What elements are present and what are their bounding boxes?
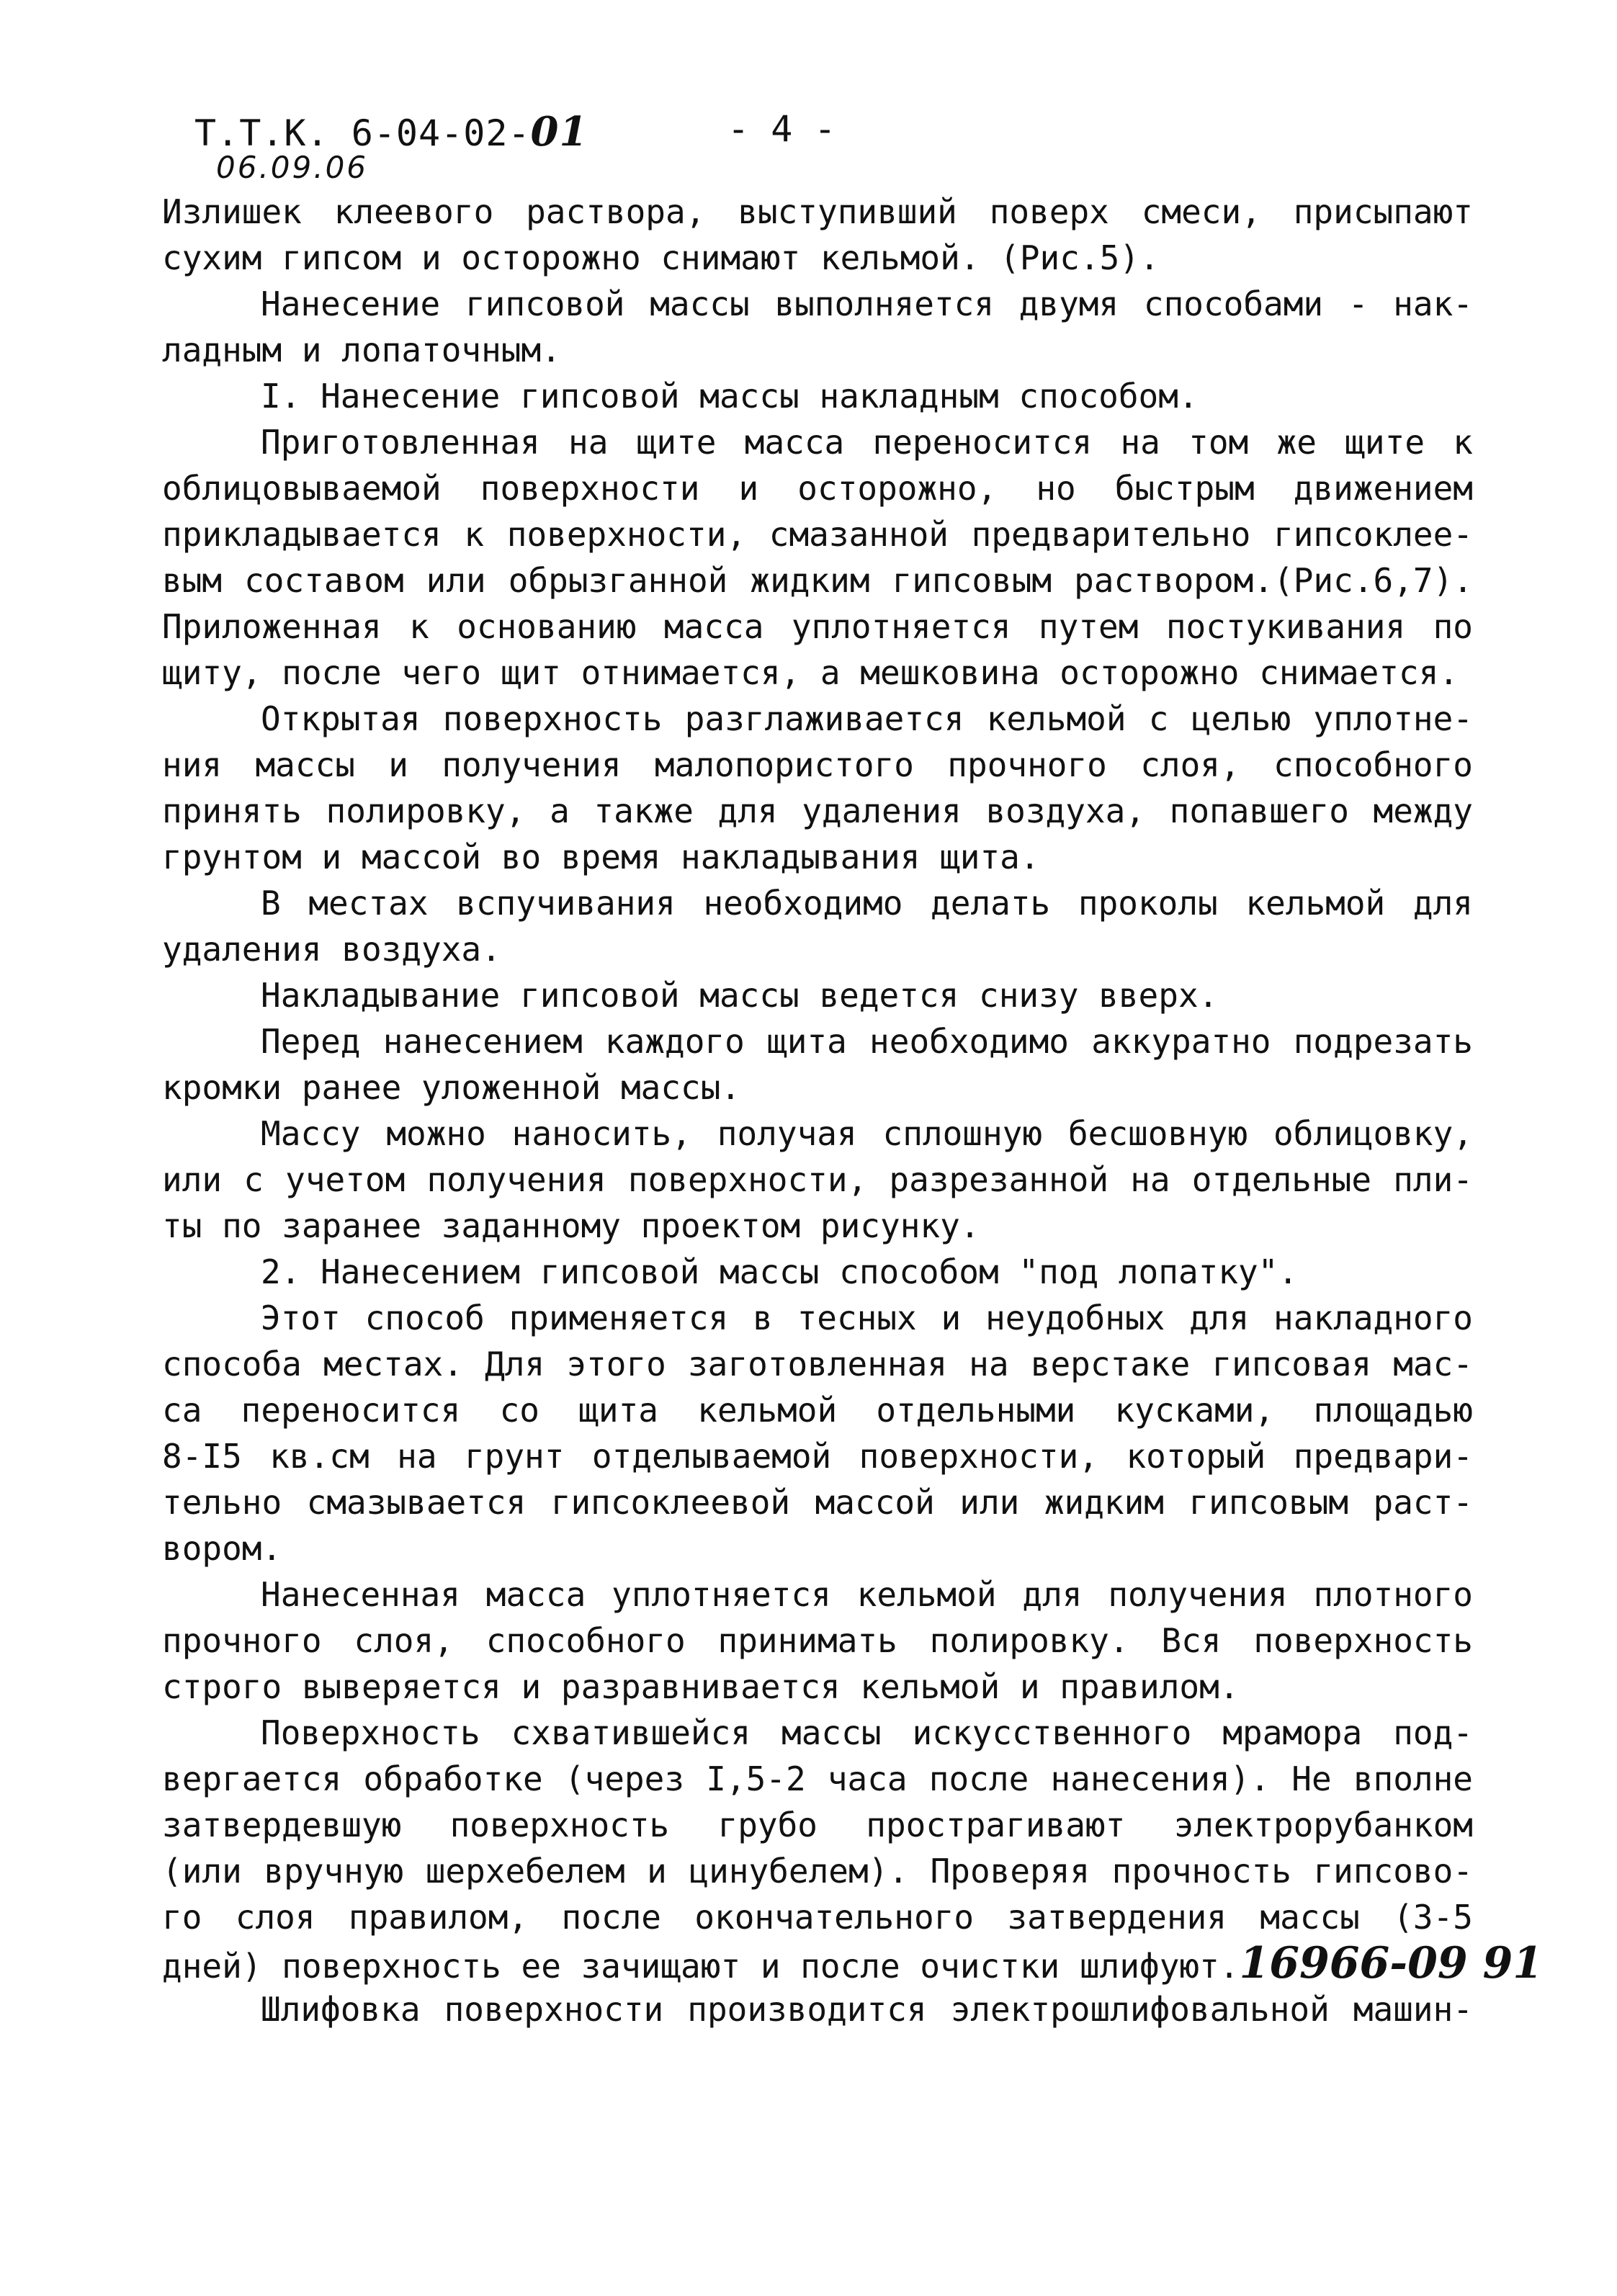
text-line-content: или с учетом получения поверхности, разрезанной на отдельные пли- [162,1160,1473,1199]
text-line-content: вым составом или обрызганной жидким гипсовым раствором.(Рис.6,7). [162,561,1473,600]
text-line-content: Массу можно наносить, получая сплошную бесшовную облицовку, [261,1114,1473,1153]
text-line [162,1387,1473,1433]
text-line-content: ты по заранее заданному проектом рисунку. [162,1206,980,1245]
document-code-handwritten-suffix: 01 [530,108,588,156]
text-line [162,1848,1473,1894]
text-line-content: ния массы и получения малопористого прочного слоя, способного [162,745,1473,784]
text-line-content: облицовываемой поверхности и осторожно, но быстрым движением [162,469,1473,508]
text-line-content: затвердевшую поверхность грубо прострагивают электрорубанком [162,1806,1473,1844]
text-line [162,650,1473,696]
text-line [162,880,1473,926]
page-number: - 4 - [727,108,836,150]
handwritten-archive-number: 16966-09 91 [1239,1938,1544,1988]
text-line [162,1664,1473,1710]
text-line-content: Накладывание гипсовой массы ведется снизу вверх. [261,976,1219,1015]
text-line-content: В местах вспучивания необходимо делать проколы кельмой для [261,884,1473,923]
text-line [162,1802,1473,1848]
text-line [162,788,1473,834]
text-line-content: ладным и лопаточным. [162,331,561,369]
text-line-content: Приготовленная на щите масса переносится на том же щите к [261,423,1473,462]
text-line [162,1295,1473,1341]
text-line-content: Шлифовка поверхности производится электрошлифовальной машин- [261,1990,1473,2029]
text-line-content: са переносится со щита кельмой отдельными кусками, площадью [162,1391,1473,1430]
text-line [162,419,1473,465]
text-line [162,1710,1473,1756]
text-line-content: вергается обработке (через I,5-2 часа после нанесения). Не вполне [162,1759,1473,1798]
text-line-content: удаления воздуха. [162,930,501,969]
text-line-content: Открытая поверхность разглаживается кельмой с целью уплотне- [261,699,1473,738]
text-line-content: вором. [162,1529,282,1568]
text-line [162,327,1473,373]
text-line-content: способа местах. Для этого заготовленная на верстаке гипсовая мас- [162,1345,1473,1384]
text-line-content: прикладывается к поверхности, смазанной предварительно гипсоклее- [162,515,1473,554]
text-line-content: Поверхность схватившейся массы искусственного мрамора под- [261,1713,1473,1752]
text-line [162,926,1473,972]
text-line [162,604,1473,650]
text-line [162,1203,1473,1249]
text-line-content: Приложенная к основанию масса уплотняется путем постукивания по [162,607,1473,646]
text-line [162,972,1473,1018]
text-line [162,1433,1473,1479]
text-line [162,742,1473,788]
text-line [162,373,1473,419]
text-line-content: Этот способ применяется в тесных и неудобных для накладного [261,1299,1473,1337]
text-line [162,189,1473,235]
text-line [162,235,1473,281]
text-line-content: I. Нанесение гипсовой массы накладным способом. [261,377,1199,416]
text-line [162,1756,1473,1802]
text-line [162,1341,1473,1387]
text-line [162,557,1473,604]
text-line [162,1479,1473,1525]
text-line [162,1894,1473,1940]
text-line [162,696,1473,742]
text-line [162,1018,1473,1064]
text-line-content: Излишек клеевого раствора, выступивший поверх смеси, присыпают [162,192,1473,231]
text-line [162,1157,1473,1203]
text-line-content: 8-I5 кв.см на грунт отделываемой поверхности, который предвари- [162,1437,1473,1476]
text-line [162,1249,1473,1295]
text-line [162,1064,1473,1111]
text-line [162,1525,1473,1571]
text-line-content: кромки ранее уложенной массы. [162,1068,741,1107]
text-line-content: сухим гипсом и осторожно снимают кельмой. (Рис.5). [162,238,1160,277]
text-line [162,1571,1473,1618]
document-code [194,108,588,156]
text-line [162,1111,1473,1157]
text-line-content: го слоя правилом, после окончательного затвердения массы (3-5 [162,1898,1473,1937]
text-line-content: Нанесенная масса уплотняется кельмой для получения плотного [261,1575,1473,1614]
document-code-prefix: Т.Т.К. 6-04-02- [194,112,531,154]
text-line-content: грунтом и массой во время накладывания щита. [162,838,1040,876]
text-line-content: щиту, после чего щит отнимается, а мешковина осторожно снимается. [162,653,1459,692]
text-line [162,281,1473,327]
text-line [162,1986,1473,2032]
text-line-content: строго выверяется и разравнивается кельмой и правилом. [162,1667,1240,1706]
text-line [162,511,1473,557]
text-line-content: 2. Нанесением гипсовой массы способом "под лопатку". [261,1252,1299,1291]
text-line [162,834,1473,880]
text-line-content: прочного слоя, способного принимать полировку. Вся поверхность [162,1621,1473,1660]
text-line-content: дней) поверхность ее зачищают и после очистки шлифуют. [162,1947,1240,1986]
text-line-content: Перед нанесением каждого щита необходимо аккуратно подрезать [261,1022,1473,1061]
text-line-content: (или вручную шерхебелем и цинубелем). Проверяя прочность гипсово- [162,1852,1473,1891]
text-line [162,465,1473,511]
text-line-content: тельно смазывается гипсоклеевой массой или жидким гипсовым раст- [162,1483,1473,1522]
body-text [162,189,1544,2032]
text-line [162,1938,1544,1988]
handwritten-date: 06.09.06 [216,150,369,185]
text-line-content: принять полировку, а также для удаления воздуха, попавшего между [162,792,1473,830]
text-line-content: Нанесение гипсовой массы выполняется двумя способами - нак- [261,284,1473,323]
text-line [162,1618,1473,1664]
